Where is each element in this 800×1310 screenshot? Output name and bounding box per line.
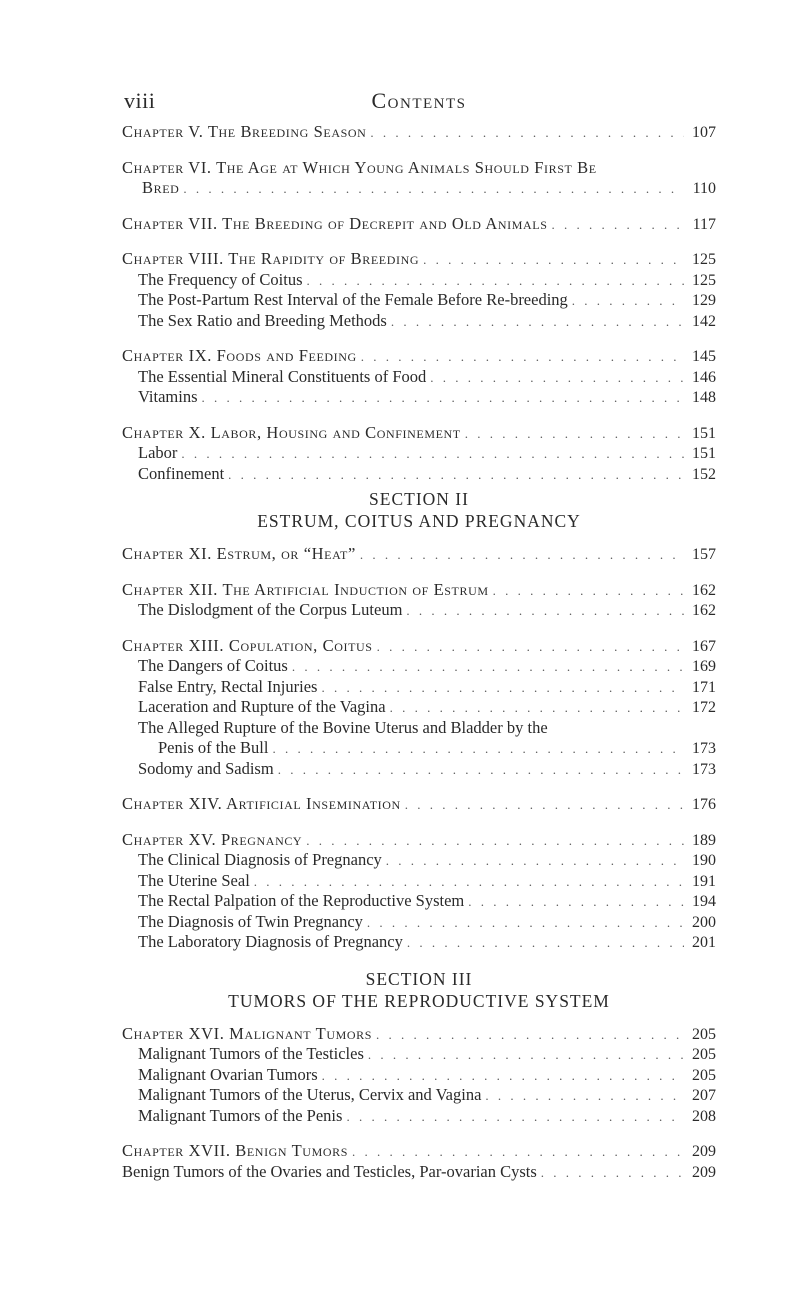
page-folio: viii (124, 88, 156, 113)
toc-entry (122, 912, 716, 933)
page-number: 152 (692, 465, 716, 483)
toc-entry (122, 871, 716, 892)
page-number: 201 (692, 934, 716, 951)
toc-entry-title: Sodomy and Sadism (138, 758, 274, 778)
dot-leader (390, 700, 684, 716)
toc-entry (122, 600, 716, 621)
section-heading (122, 488, 716, 532)
page-number: 169 (692, 658, 716, 675)
page-title: Contents (371, 88, 467, 113)
toc-entry (122, 759, 716, 780)
dot-leader (254, 874, 684, 890)
dot-leader (181, 446, 684, 462)
dot-leader (430, 370, 684, 386)
table-of-contents (122, 122, 716, 1182)
toc-entry-title: Malignant Tumors of the Uterus, Cervix and Vagina (138, 1085, 482, 1104)
toc-chapter-title: Chapter XI. Estrum, or “Heat” (122, 544, 356, 563)
dot-leader (552, 217, 685, 233)
dot-leader (360, 547, 684, 563)
page-number: 129 (692, 292, 716, 309)
dot-leader (361, 349, 684, 365)
page-number: 151 (692, 424, 716, 442)
page-number: 189 (692, 831, 716, 849)
toc-entry-title: Laceration and Rupture of the Vagina (138, 697, 386, 716)
toc-entry-title-line1: The Alleged Rupture of the Bovine Uterus and Bladder by the (138, 717, 548, 737)
toc-entry (122, 1162, 716, 1183)
page-number: 148 (692, 389, 716, 406)
page-number: 207 (692, 1087, 716, 1104)
dot-leader (405, 797, 684, 813)
dot-leader (307, 273, 684, 289)
toc-chapter-title: Chapter XII. The Artificial Induction of Estrum (122, 579, 489, 599)
page-number: 157 (692, 546, 716, 563)
toc-chapter-viii (122, 249, 716, 270)
toc-chapter-xii (122, 580, 716, 601)
toc-chapter-vi (122, 178, 716, 199)
toc-chapter-vii (122, 214, 716, 235)
toc-chapter-title: Chapter XVI. Malignant Tumors (122, 1023, 373, 1043)
toc-entry (122, 1085, 716, 1106)
toc-entry-title: Benign Tumors of the Ovaries and Testicles, Par-ovarian Cysts (122, 1161, 537, 1181)
toc-entry-title: False Entry, Rectal Injuries (138, 676, 318, 696)
toc-entry (122, 677, 716, 698)
toc-entry (122, 290, 716, 311)
toc-chapter-title: Chapter XVII. Benign Tumors (122, 1141, 348, 1160)
toc-entry-title: Malignant Ovarian Tumors (138, 1064, 318, 1084)
page-number: 209 (692, 1163, 716, 1181)
page-number: 194 (692, 893, 716, 910)
toc-entry-title: Malignant Tumors of the Testicles (138, 1044, 364, 1063)
toc-entry-title: The Sex Ratio and Breeding Methods (138, 310, 387, 330)
toc-entry-title: The Frequency of Coitus (138, 269, 303, 289)
page-number: 171 (692, 678, 716, 696)
dot-leader (468, 894, 684, 910)
toc-entry (122, 1106, 716, 1127)
toc-entry-title: The Clinical Diagnosis of Pregnancy (138, 850, 382, 869)
toc-chapter-title: Chapter IX. Foods and Feeding (122, 346, 357, 365)
page-number: 162 (692, 581, 716, 599)
toc-chapter-title: Chapter XIII. Copulation, Coitus (122, 635, 373, 655)
toc-chapter-xvii (122, 1141, 716, 1162)
toc-chapter-x (122, 423, 716, 444)
toc-entry-title: Malignant Tumors of the Penis (138, 1105, 343, 1125)
page-number: 125 (692, 271, 716, 289)
dot-leader (377, 639, 684, 655)
page-number: 151 (692, 445, 716, 462)
toc-entry (122, 311, 716, 332)
section-heading (122, 968, 716, 1012)
page-number: 125 (692, 251, 716, 268)
dot-leader (493, 583, 684, 599)
toc-entry (122, 656, 716, 677)
toc-entry (122, 367, 716, 388)
dot-leader (370, 125, 684, 141)
toc-entry-title: The Post-Partum Rest Interval of the Female Before Re-breeding (138, 290, 568, 309)
page-number: 176 (692, 796, 716, 813)
toc-chapter-vi-line1: Chapter VI. The Age at Which Young Animals Should First Be (122, 157, 597, 177)
toc-entry (122, 697, 716, 718)
page-number: 107 (692, 124, 716, 141)
toc-entry (122, 738, 716, 759)
page-number: 205 (692, 1025, 716, 1043)
toc-entry-title: Penis of the Bull (158, 738, 269, 757)
toc-chapter-ix (122, 346, 716, 367)
toc-entry (122, 932, 716, 953)
toc-chapter-xiv (122, 794, 716, 815)
page-number: 110 (692, 180, 716, 197)
toc-chapter-v (122, 122, 716, 143)
page-number: 117 (692, 215, 716, 233)
toc-chapter-xv (122, 830, 716, 851)
section-label: SECTION III (365, 968, 473, 989)
toc-entry-title: The Laboratory Diagnosis of Pregnancy (138, 932, 403, 951)
page-number: 167 (692, 637, 716, 655)
dot-leader (541, 1165, 684, 1181)
toc-entry (122, 891, 716, 912)
dot-leader (376, 1027, 684, 1043)
toc-chapter-xi (122, 544, 716, 565)
dot-leader (423, 252, 684, 268)
dot-leader (485, 1088, 684, 1104)
toc-entry-title: Vitamins (138, 387, 198, 406)
page-number: 173 (692, 760, 716, 778)
toc-entry-title: The Essential Mineral Constituents of Food (138, 366, 427, 386)
toc-entry (122, 850, 716, 871)
dot-leader (202, 390, 684, 406)
toc-entry (122, 387, 716, 408)
page-number: 173 (692, 740, 716, 757)
toc-entry-title: The Dislodgment of the Corpus Luteum (138, 600, 403, 619)
toc-chapter-title: Chapter XIV. Artificial Insemination (122, 794, 401, 813)
dot-leader (278, 762, 684, 778)
dot-leader (322, 1068, 684, 1084)
dot-leader (292, 659, 684, 675)
toc-chapter-title: Chapter XV. Pregnancy (122, 829, 303, 849)
running-head (124, 88, 714, 118)
page-number: 190 (692, 852, 716, 869)
page-number: 162 (692, 602, 716, 619)
dot-leader (272, 741, 684, 757)
toc-entry-title: The Dangers of Coitus (138, 656, 288, 675)
page-number: 208 (692, 1107, 716, 1125)
dot-leader (386, 853, 684, 869)
section-label: SECTION II (369, 489, 469, 509)
toc-entry (122, 270, 716, 291)
page-number: 172 (692, 699, 716, 716)
toc-chapter-xiii (122, 636, 716, 657)
page-number: 200 (692, 913, 716, 931)
toc-chapter-title: Chapter V. The Breeding Season (122, 122, 367, 141)
toc-entry-title: Labor (138, 443, 178, 462)
toc-entry-title: Confinement (138, 463, 225, 483)
toc-chapter-title: Chapter VIII. The Rapidity of Breeding (122, 249, 420, 268)
dot-leader (183, 181, 684, 197)
dot-leader (228, 467, 684, 483)
page-number: 209 (692, 1143, 716, 1160)
toc-entry (122, 464, 716, 485)
dot-leader (367, 915, 684, 931)
page-number: 205 (692, 1046, 716, 1063)
page-number: 142 (692, 312, 716, 330)
toc-entry (122, 1044, 716, 1065)
page-number: 146 (692, 368, 716, 386)
toc-chapter-xvi (122, 1024, 716, 1045)
toc-chapter-title: Bred (142, 178, 180, 197)
page-number: 205 (692, 1066, 716, 1084)
dot-leader (572, 293, 684, 309)
dot-leader (407, 935, 684, 951)
page-number: 145 (692, 348, 716, 365)
page-number: 191 (692, 872, 716, 890)
dot-leader (406, 603, 684, 619)
toc-chapter-title: Chapter VII. The Breeding of Decrepit and Old Animals (122, 213, 548, 233)
toc-entry (122, 443, 716, 464)
dot-leader (391, 314, 684, 330)
dot-leader (368, 1047, 684, 1063)
dot-leader (352, 1144, 684, 1160)
dot-leader (346, 1109, 684, 1125)
toc-chapter-title: Chapter X. Labor, Housing and Confinement (122, 422, 461, 442)
toc-entry-title: The Diagnosis of Twin Pregnancy (138, 911, 363, 931)
toc-entry-title: The Uterine Seal (138, 870, 250, 890)
section-title: TUMORS OF THE REPRODUCTIVE SYSTEM (228, 990, 610, 1011)
toc-entry-title: The Rectal Palpation of the Reproductive System (138, 891, 465, 910)
toc-entry (122, 1065, 716, 1086)
section-title: ESTRUM, COITUS AND PREGNANCY (257, 511, 581, 531)
dot-leader (321, 680, 684, 696)
dot-leader (306, 833, 684, 849)
dot-leader (465, 426, 684, 442)
